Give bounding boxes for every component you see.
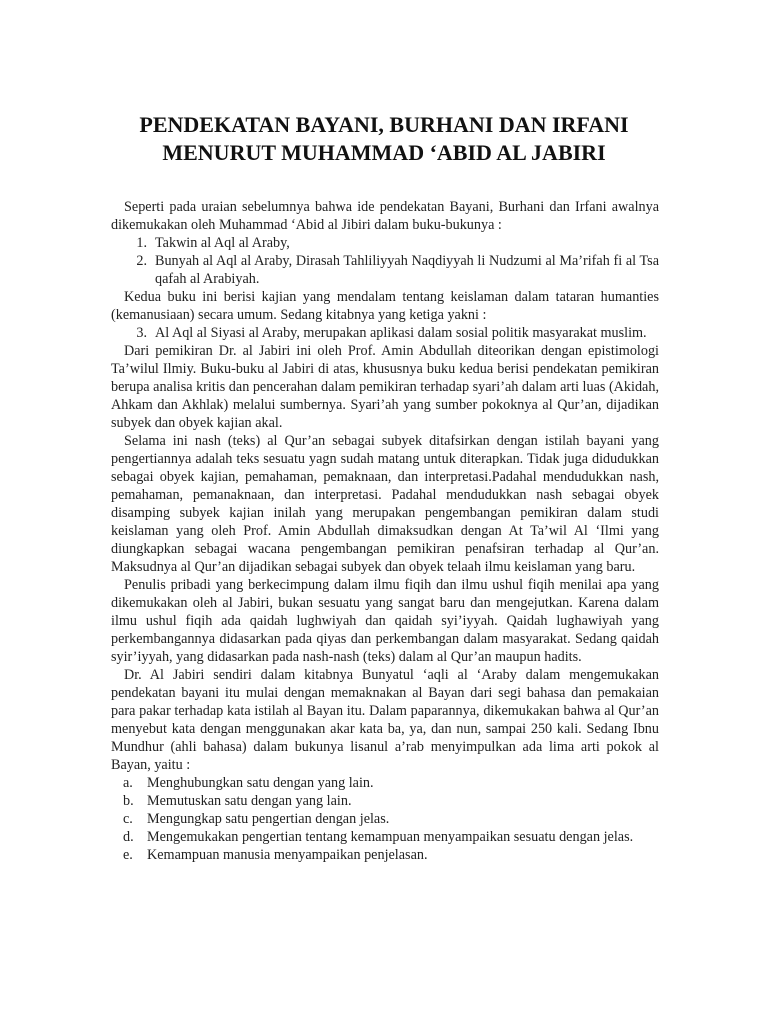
list-number: 2. — [136, 253, 147, 269]
paragraph-penulis: Penulis pribadi yang berkecimpung dalam ilmu fiqih dan ilmu ushul fiqih menilai apa yang dikemukakan oleh al Jabiri, bukan sesuatu yang sangat baru dan mengejutkan. Karena dalam ilmu ushul fiqih ada qaidah lughwiyah dan qaidah syi’iyyah. Qaidah lughawiyah yang perkembangannya didasarkan pada qiyas dan perkembangan dalam masyarakat. Sedang qaidah syir’iyyah, yang didasarkan pada nash-nash (teks) dalam al Qur’an maupun hadits. — [111, 577, 659, 665]
list-text: Mengemukakan pengertian tentang kemampuan menyampaikan sesuatu dengan jelas. — [147, 829, 634, 845]
paragraph-selama: Selama ini nash (teks) al Qur’an sebagai subyek ditafsirkan dengan istilah bayani yang pengertiannya adalah teks sesuatu yagn sudah matang untuk diterapkan. Tidak juga didudukkan sebagai obyek kajian, pemahaman, pemaknaan, dan interpretasi.Padahal mendudukkan nash, pemahaman, pemanaknaan, dan interpretasi. Padahal mendudukkan nash sebagai obyek disamping subyek kajian inilah yang merupakan pengembangan pemikiran dalam studi keislaman yang oleh Prof. Amin Abdullah dimaksudkan dengan At Ta’wil Al ‘Ilmi yang diungkapkan sebagai wacana pengembangan pemikiran penafsiran terhadap al Qur’an. Maksudnya al Qur’an dijadikan sebagai subyek dan obyek telaah ilmu keislaman yang baru. — [111, 433, 659, 575]
document-body — [111, 198, 659, 864]
book3-list — [111, 324, 659, 342]
paragraph-dari: Dari pemikiran Dr. al Jabiri ini oleh Prof. Amin Abdullah diteorikan dengan epistimologi Ta’wilul Ilmiy. Buku-buku al Jabiri di atas, khususnya buku kedua berisi pendekatan pemikiran berupa analisa kritis dan pencerahan dalam pemikiran terhadap syari’ah dalam arti luas (Akidah, Ahkam dan Akhlak) melalui sumbernya. Syari’ah yang sumber pokoknya al Qur’an, dijadikan subyek dan obyek kajian akal. — [111, 343, 659, 431]
list-text: Kemampuan manusia menyampaikan penjelasan. — [147, 847, 428, 863]
paragraph-dr: Dr. Al Jabiri sendiri dalam kitabnya Bunyatul ‘aqli al ‘Araby dalam mengemukakan pendekatan bayani itu mulai dengan memaknakan al Bayan dari segi bahasa dan pemakaian para pakar terhadap kata istilah al Bayan itu. Dalam paparannya, dikemukakan bahwa al Qur’an menyebut kata dengan menggunakan akar kata ba, ya, dan nun, sampai 250 kali. Sedang Ibnu Mundhur (ahli bahasa) dalam bukunya lisanul a’rab menyimpulkan ada lima arti pokok al Bayan, yaitu : — [111, 667, 659, 773]
paragraph-kedua: Kedua buku ini berisi kajian yang mendalam tentang keislaman dalam tataran humanties (kemanusiaan) secara umum. Sedang kitabnya yang ketiga yakni : — [111, 289, 659, 323]
list-number: 1. — [136, 235, 147, 251]
list-item — [111, 792, 659, 810]
list-text: Bunyah al Aql al Araby, Dirasah Tahliliyyah Naqdiyyah li Nudzumi al Ma’rifah fi al Tsa qafah al Arabiyah. — [155, 253, 659, 287]
list-item — [111, 774, 659, 792]
list-letter: c. — [123, 811, 133, 827]
list-text: Al Aql al Siyasi al Araby, merupakan aplikasi dalam sosial politik masyarakat muslim. — [155, 325, 647, 341]
title-line-1: PENDEKATAN BAYANI, BURHANI DAN IRFANI — [139, 112, 629, 137]
books-list — [111, 234, 659, 288]
list-item — [111, 324, 659, 342]
list-item — [111, 810, 659, 828]
list-letter: d. — [123, 829, 134, 845]
list-item — [111, 252, 659, 288]
meanings-list — [111, 774, 659, 864]
title-line-2: MENURUT MUHAMMAD ‘ABID AL JABIRI — [162, 140, 606, 165]
list-letter: e. — [123, 847, 133, 863]
list-item — [111, 828, 659, 846]
list-letter: a. — [123, 775, 133, 791]
list-text: Mengungkap satu pengertian dengan jelas. — [147, 811, 390, 827]
list-item — [111, 846, 659, 864]
list-letter: b. — [123, 793, 134, 809]
list-number: 3. — [136, 325, 147, 341]
list-text: Takwin al Aql al Araby, — [155, 235, 290, 251]
list-text: Memutuskan satu dengan yang lain. — [147, 793, 352, 809]
list-text: Menghubungkan satu dengan yang lain. — [147, 775, 374, 791]
document-title — [100, 111, 668, 167]
paragraph-intro: Seperti pada uraian sebelumnya bahwa ide pendekatan Bayani, Burhani dan Irfani awalnya dikemukakan oleh Muhammad ‘Abid al Jibiri dalam buku-bukunya : — [111, 199, 659, 233]
list-item — [111, 234, 659, 252]
